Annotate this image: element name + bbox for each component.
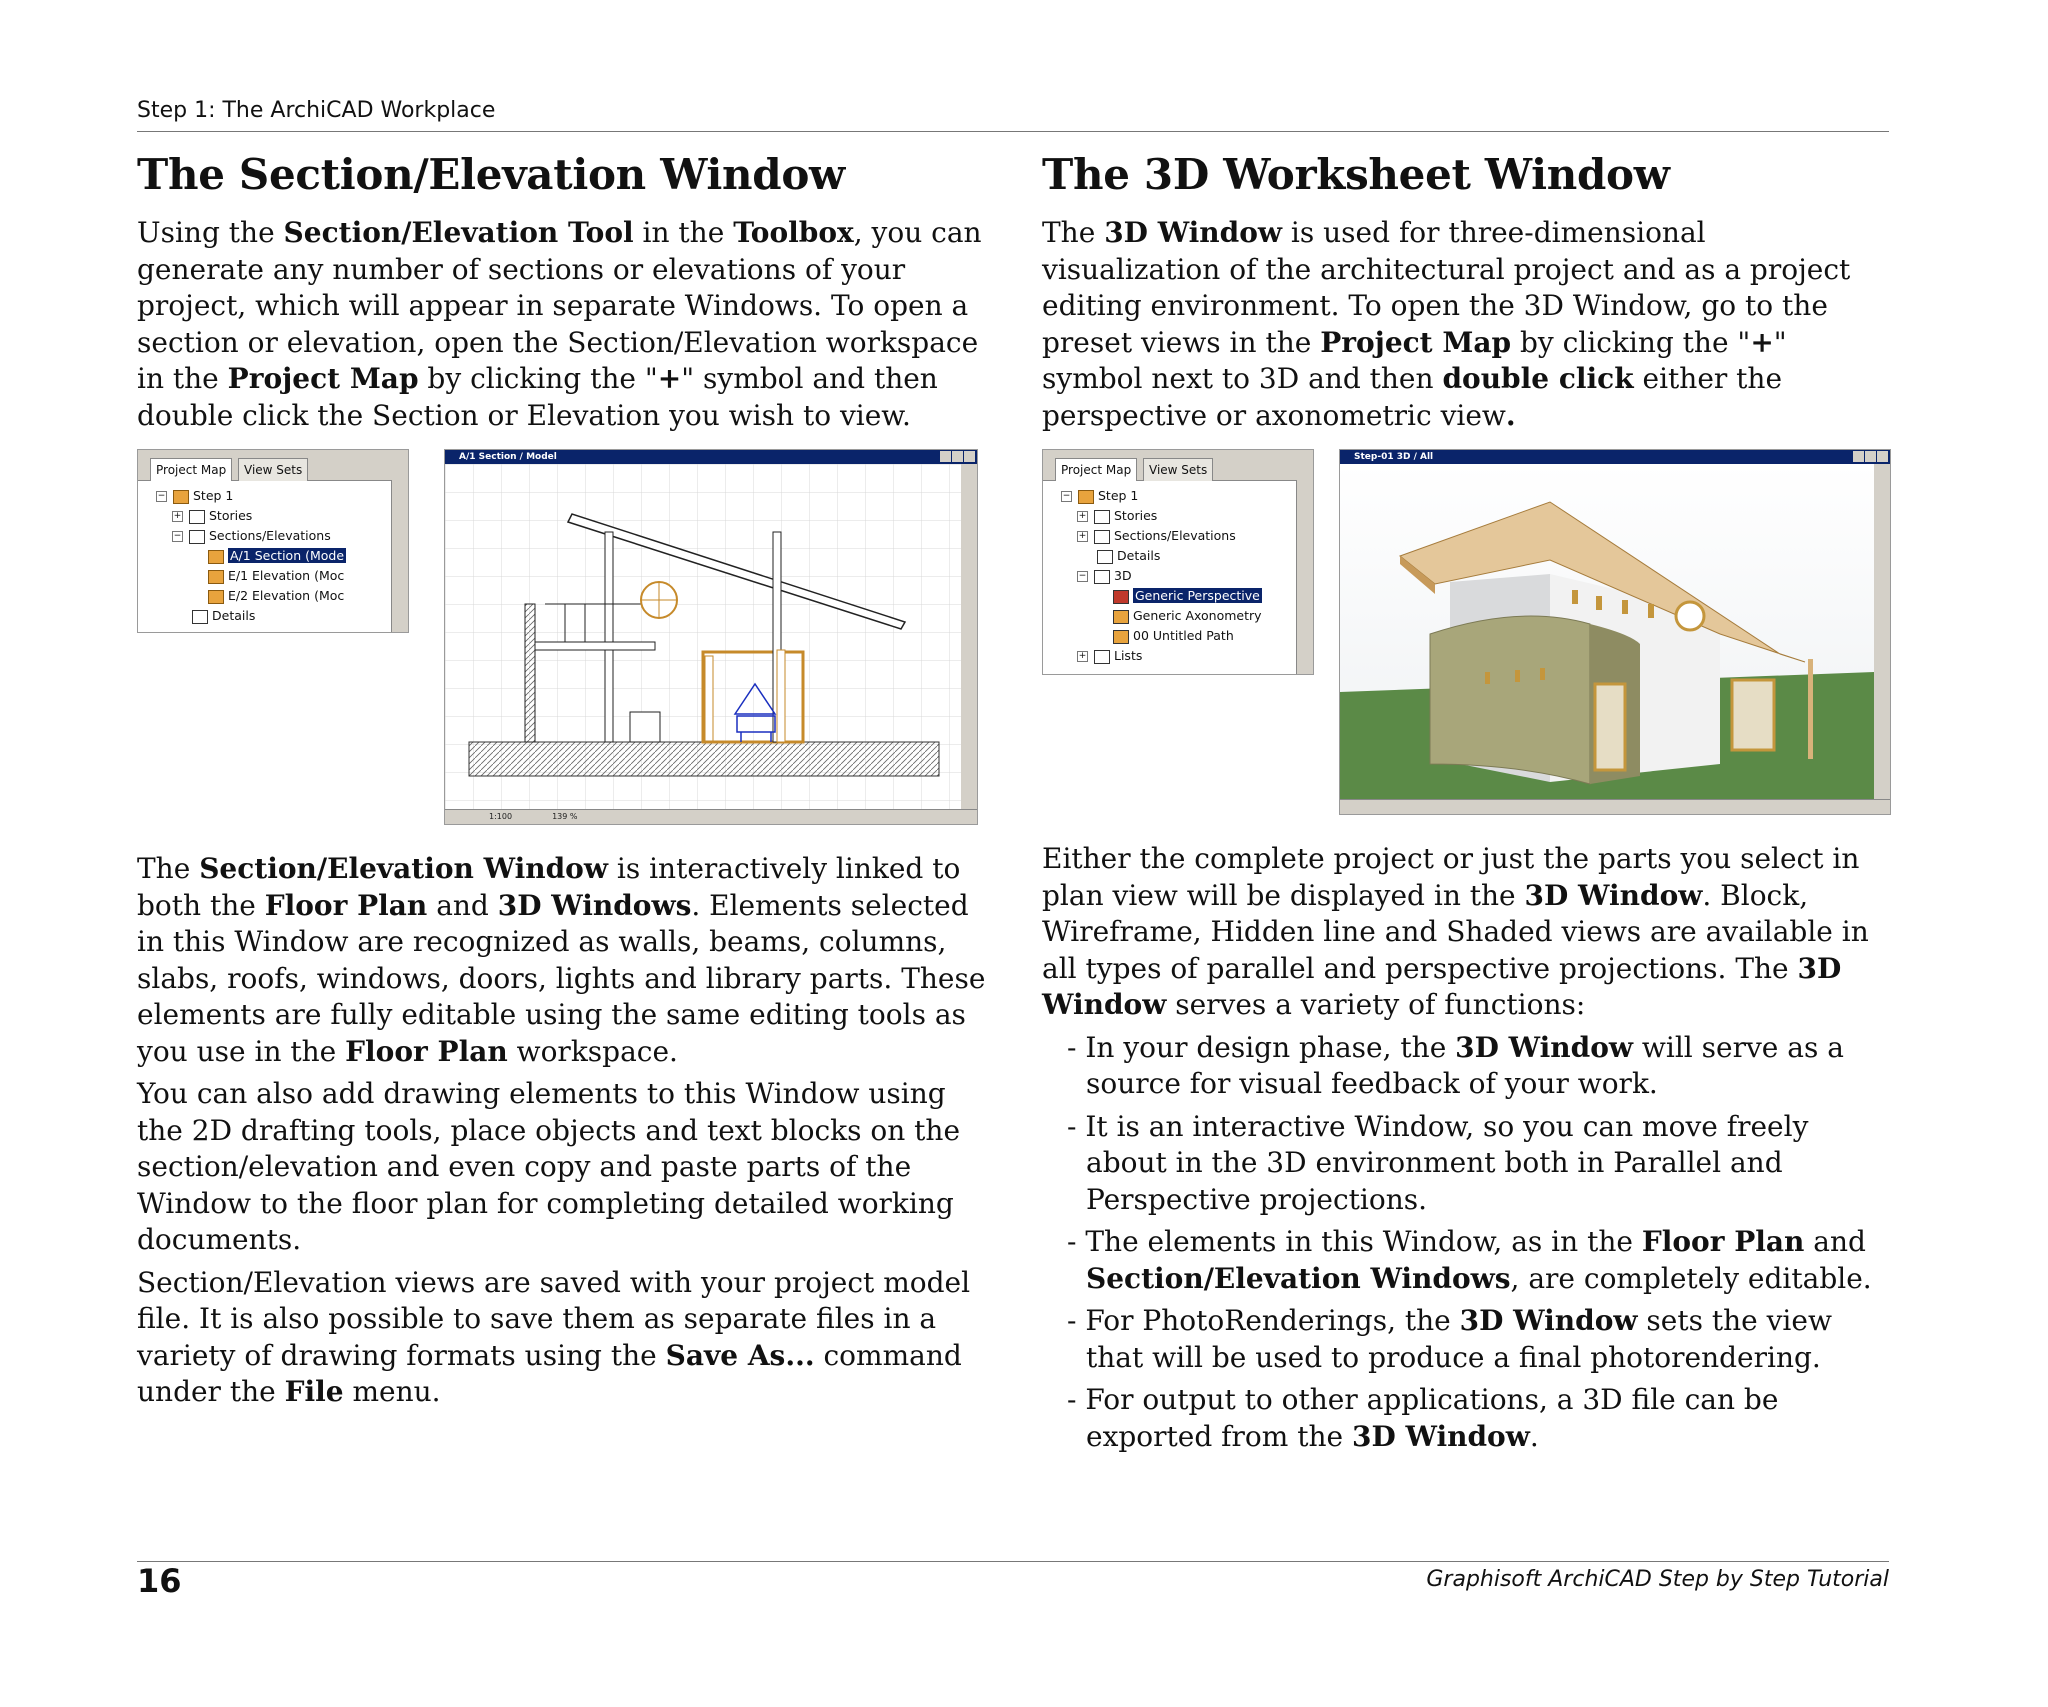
right-paragraph-1: The 3D Window is used for three-dimensional visualization of the architectural project and as a project editing environment. To open the 3D Window, go to the preset views in the Project Map by clicking the "+" symbol next to 3D and then double click either the perspective or axonometric view.	[1042, 216, 1851, 432]
3d-window-figure	[1042, 449, 1892, 831]
right-column	[1042, 150, 1892, 1461]
left-column	[137, 150, 992, 1417]
section-elevation-heading: The Section/Elevation Window	[137, 150, 845, 199]
marker-icon	[208, 590, 224, 604]
right-paragraph-2: Either the complete project or just the parts you select in plan view will be displayed in the 3D Window. Block, Wireframe, Hidden line and Shaded views are available in all types of parallel and perspective projections. The 3D Window serves a variety of functions:	[1042, 842, 1869, 1021]
tree-item-sections[interactable]: − Sections/Elevations	[173, 528, 331, 543]
tree-item-a1-section[interactable]: A/1 Section (Mode	[156, 548, 388, 568]
path-icon	[1113, 630, 1129, 644]
scrollbar[interactable]	[391, 480, 408, 632]
details-icon	[1097, 550, 1113, 564]
tree-item-e1-elevation[interactable]: E/1 Elevation (Moc	[156, 568, 388, 588]
list-item: - In your design phase, the 3D Window will serve as a source for visual feedback of your work.	[1067, 1030, 1844, 1100]
tab-project-map[interactable]: Project Map	[150, 458, 232, 481]
status-bar: 1:100 139 %	[445, 809, 977, 824]
section-drawing	[445, 464, 977, 810]
stories-icon	[1094, 510, 1110, 524]
list-item: - The elements in this Window, as in the Floor Plan and Section/Elevation Windows, are completely editable.	[1067, 1225, 1872, 1295]
marker-icon	[208, 550, 224, 564]
list-item: - For output to other applications, a 3D file can be exported from the 3D Window.	[1067, 1383, 1779, 1453]
header-rule	[137, 131, 1889, 132]
left-paragraph-3: You can also add drawing elements to this Window using the 2D drafting tools, place objects and text blocks on the section/elevation and even copy and paste parts of the Window to the floor plan for completing detailed working documents.	[137, 1077, 961, 1256]
tree-item-sections[interactable]: + Sections/Elevations	[1078, 528, 1236, 543]
tree-item-generic-axonometry[interactable]: Generic Axonometry	[1061, 608, 1293, 628]
house-icon	[1078, 490, 1094, 504]
list-item: - It is an interactive Window, so you can move freely about in the 3D environment both in Parallel and Perspective projections.	[1067, 1109, 1809, 1216]
book-title: Graphisoft ArchiCAD Step by Step Tutorial	[1426, 1567, 1889, 1592]
tab-view-sets[interactable]: View Sets	[1143, 458, 1213, 481]
tree-item-step[interactable]: − Step 1	[157, 488, 234, 503]
tree-item-stories[interactable]: + Stories	[173, 508, 253, 523]
left-paragraph-2: The Section/Elevation Window is interactively linked to both the Floor Plan and 3D Windows. Elements selected in this Window are recognized as walls, beams, columns, slabs, roofs, windows, doors, lights and library parts. These elements are fully editable using the same editing tools as you use in the Floor Plan workspace.	[137, 852, 986, 1068]
3d-window	[1339, 449, 1891, 815]
project-map-panel	[137, 449, 409, 633]
project-map-panel-3d	[1042, 449, 1314, 675]
section-window	[444, 449, 978, 825]
left-paragraph-1: Using the Section/Elevation Tool in the Toolbox, you can generate any number of sections or elevations of your project, which will appear in separate Windows. To open a section or elevation, open the Section/Elevation workspace in the Project Map by clicking the "+" symbol and then double click the Section or Elevation you wish to view.	[137, 216, 982, 432]
functions-list	[1042, 1030, 1892, 1456]
scrollbar[interactable]	[1296, 480, 1313, 674]
cube-icon	[1113, 610, 1129, 624]
status-bar	[1340, 799, 1890, 814]
section-icon	[189, 530, 205, 544]
section-icon	[1094, 530, 1110, 544]
tree-item-details[interactable]: Details	[1061, 548, 1293, 568]
window-title-bar: Step-01 3D / All	[1340, 450, 1890, 464]
tree-item-stories[interactable]: + Stories	[1078, 508, 1158, 523]
tree-item-generic-perspective[interactable]: Generic Perspective	[1061, 588, 1293, 608]
3d-icon	[1094, 570, 1110, 584]
tree-item-details[interactable]: Details	[156, 608, 388, 628]
tab-project-map[interactable]: Project Map	[1055, 458, 1137, 481]
tree-item-step[interactable]: − Step 1	[1062, 488, 1139, 503]
house-icon	[173, 490, 189, 504]
3d-window-heading: The 3D Worksheet Window	[1042, 150, 1670, 199]
camera-icon	[1113, 590, 1129, 604]
marker-icon	[208, 570, 224, 584]
details-icon	[192, 610, 208, 624]
window-title-bar: A/1 Section / Model	[445, 450, 977, 464]
tab-view-sets[interactable]: View Sets	[238, 458, 308, 481]
3d-rendering	[1340, 464, 1890, 800]
page-number: 16	[137, 1562, 182, 1600]
stories-icon	[189, 510, 205, 524]
list-item: - For PhotoRenderings, the 3D Window sets the view that will be used to produce a final photorendering.	[1067, 1304, 1832, 1374]
tree-item-3d[interactable]: − 3D	[1078, 568, 1132, 583]
footer-rule	[137, 1561, 1889, 1562]
left-paragraph-4: Section/Elevation views are saved with your project model file. It is also possible to save them as separate files in a variety of drawing formats using the Save As... command under the File menu.	[137, 1265, 971, 1408]
tree-item-e2-elevation[interactable]: E/2 Elevation (Moc	[156, 588, 388, 608]
section-elevation-figure	[137, 449, 992, 841]
tree-item-untitled-path[interactable]: 00 Untitled Path	[1061, 628, 1293, 648]
running-head: Step 1: The ArchiCAD Workplace	[137, 98, 496, 123]
tree-item-lists[interactable]: + Lists	[1078, 648, 1143, 663]
list-icon	[1094, 650, 1110, 664]
